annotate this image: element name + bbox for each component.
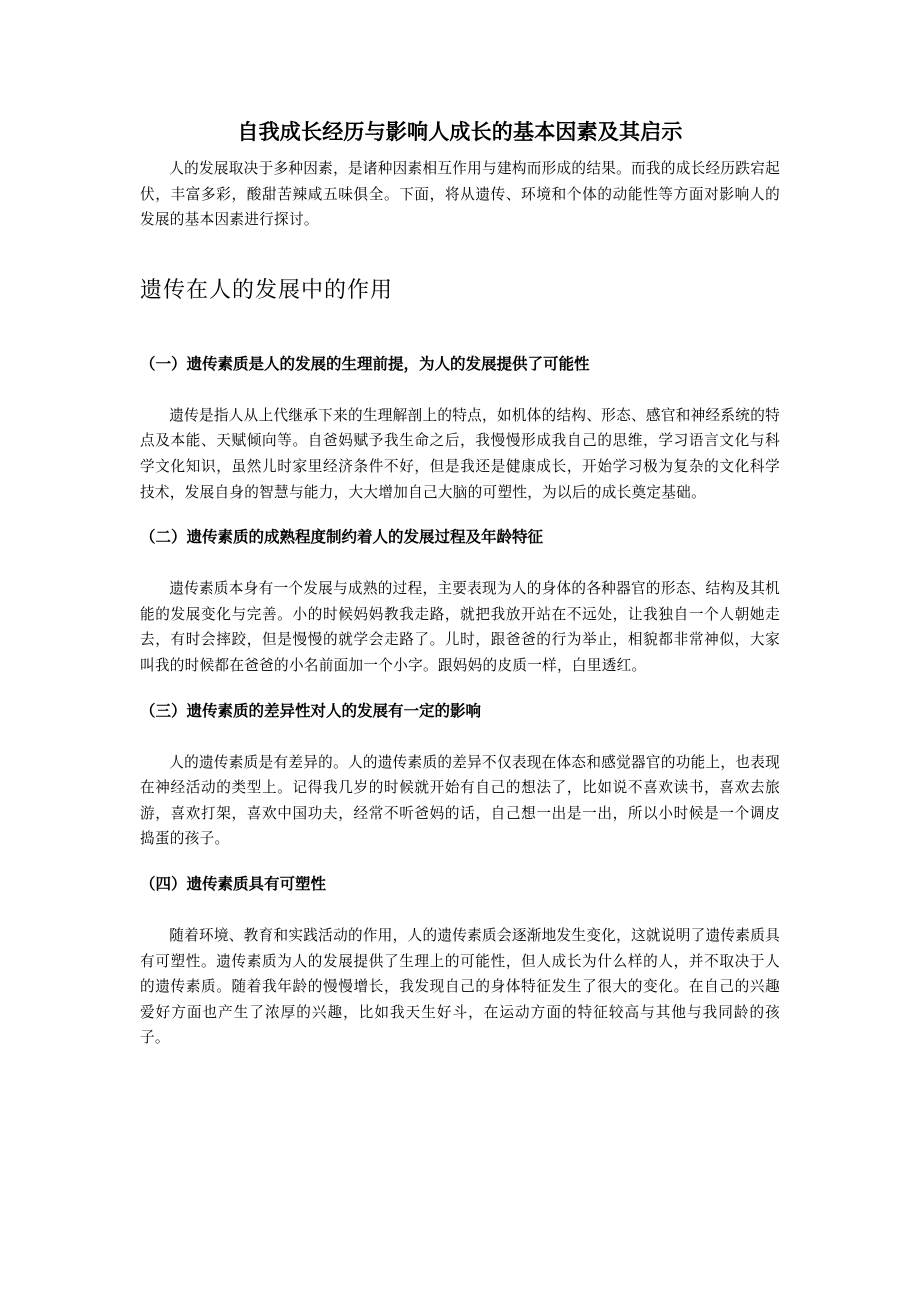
subsection-paragraph-1: 遗传是指人从上代继承下来的生理解剖上的特点，如机体的结构、形态、感官和神经系统的特点及本能、天赋倾向等。自爸妈赋予我生命之后，我慢慢形成我自己的思维，学习语言文化与科学文化知识，虽然儿时家里经济条件不好，但是我还是健康成长，开始学习极为复杂的文化科学技术，发展自身的智慧与能力，大大增加自己大脑的可塑性，为以后的成长奠定基础。 — [140, 406, 780, 501]
subsection-heading-1: （一）遗传素质是人的发展的生理前提，为人的发展提供了可能性 — [140, 354, 590, 373]
subsection-heading-4: （四）遗传素质具有可塑性 — [140, 874, 327, 893]
subsection-paragraph-4: 随着环境、教育和实践活动的作用，人的遗传素质会逐渐地发生变化，这就说明了遗传素质具有可塑性。遗传素质为人的发展提供了生理上的可能性，但人成长为什么样的人，并不取决于人的遗传素质。随着我年龄的慢慢增长，我发现自己的身体特征发生了很大的变化。在自己的兴趣爱好方面也产生了浓厚的兴趣，比如我天生好斗，在运动方面的特征较高与其他与我同龄的孩子。 — [140, 926, 780, 1047]
document-title: 自我成长经历与影响人成长的基本因素及其启示 — [237, 120, 683, 144]
intro-paragraph: 人的发展取决于多种因素，是诸种因素相互作用与建构而形成的结果。而我的成长经历跌宕起伏，丰富多彩，酸甜苦辣咸五味俱全。下面，将从遗传、环境和个体的动能性等方面对影响人的发展的基本因素进行探讨。 — [140, 160, 780, 229]
subsection-heading-3: （三）遗传素质的差异性对人的发展有一定的影响 — [140, 701, 482, 720]
section-heading: 遗传在人的发展中的作用 — [140, 277, 394, 303]
document-page — [140, 118, 780, 1051]
subsection-paragraph-2: 遗传素质本身有一个发展与成熟的过程，主要表现为人的身体的各种器官的形态、结构及其机能的发展变化与完善。小的时候妈妈教我走路，就把我放开站在不远处，让我独自一个人朝她走去，有时会摔跤，但是慢慢的就学会走路了。儿时，跟爸爸的行为举止，相貌都非常神似，大家叫我的时候都在爸爸的小名前面加一个小字。跟妈妈的皮质一样，白里透红。 — [140, 580, 780, 674]
subsection-heading-2: （二）遗传素质的成熟程度制约着人的发展过程及年龄特征 — [140, 528, 544, 547]
subsection-paragraph-3: 人的遗传素质是有差异的。人的遗传素质的差异不仅表现在体态和感觉器官的功能上，也表现在神经活动的类型上。记得我几岁的时候就开始有自己的想法了，比如说不喜欢读书，喜欢去旅游，喜欢打架，喜欢中国功夫，经常不听爸妈的话，自己想一出是一出，所以小时候是一个调皮捣蛋的孩子。 — [140, 753, 780, 848]
